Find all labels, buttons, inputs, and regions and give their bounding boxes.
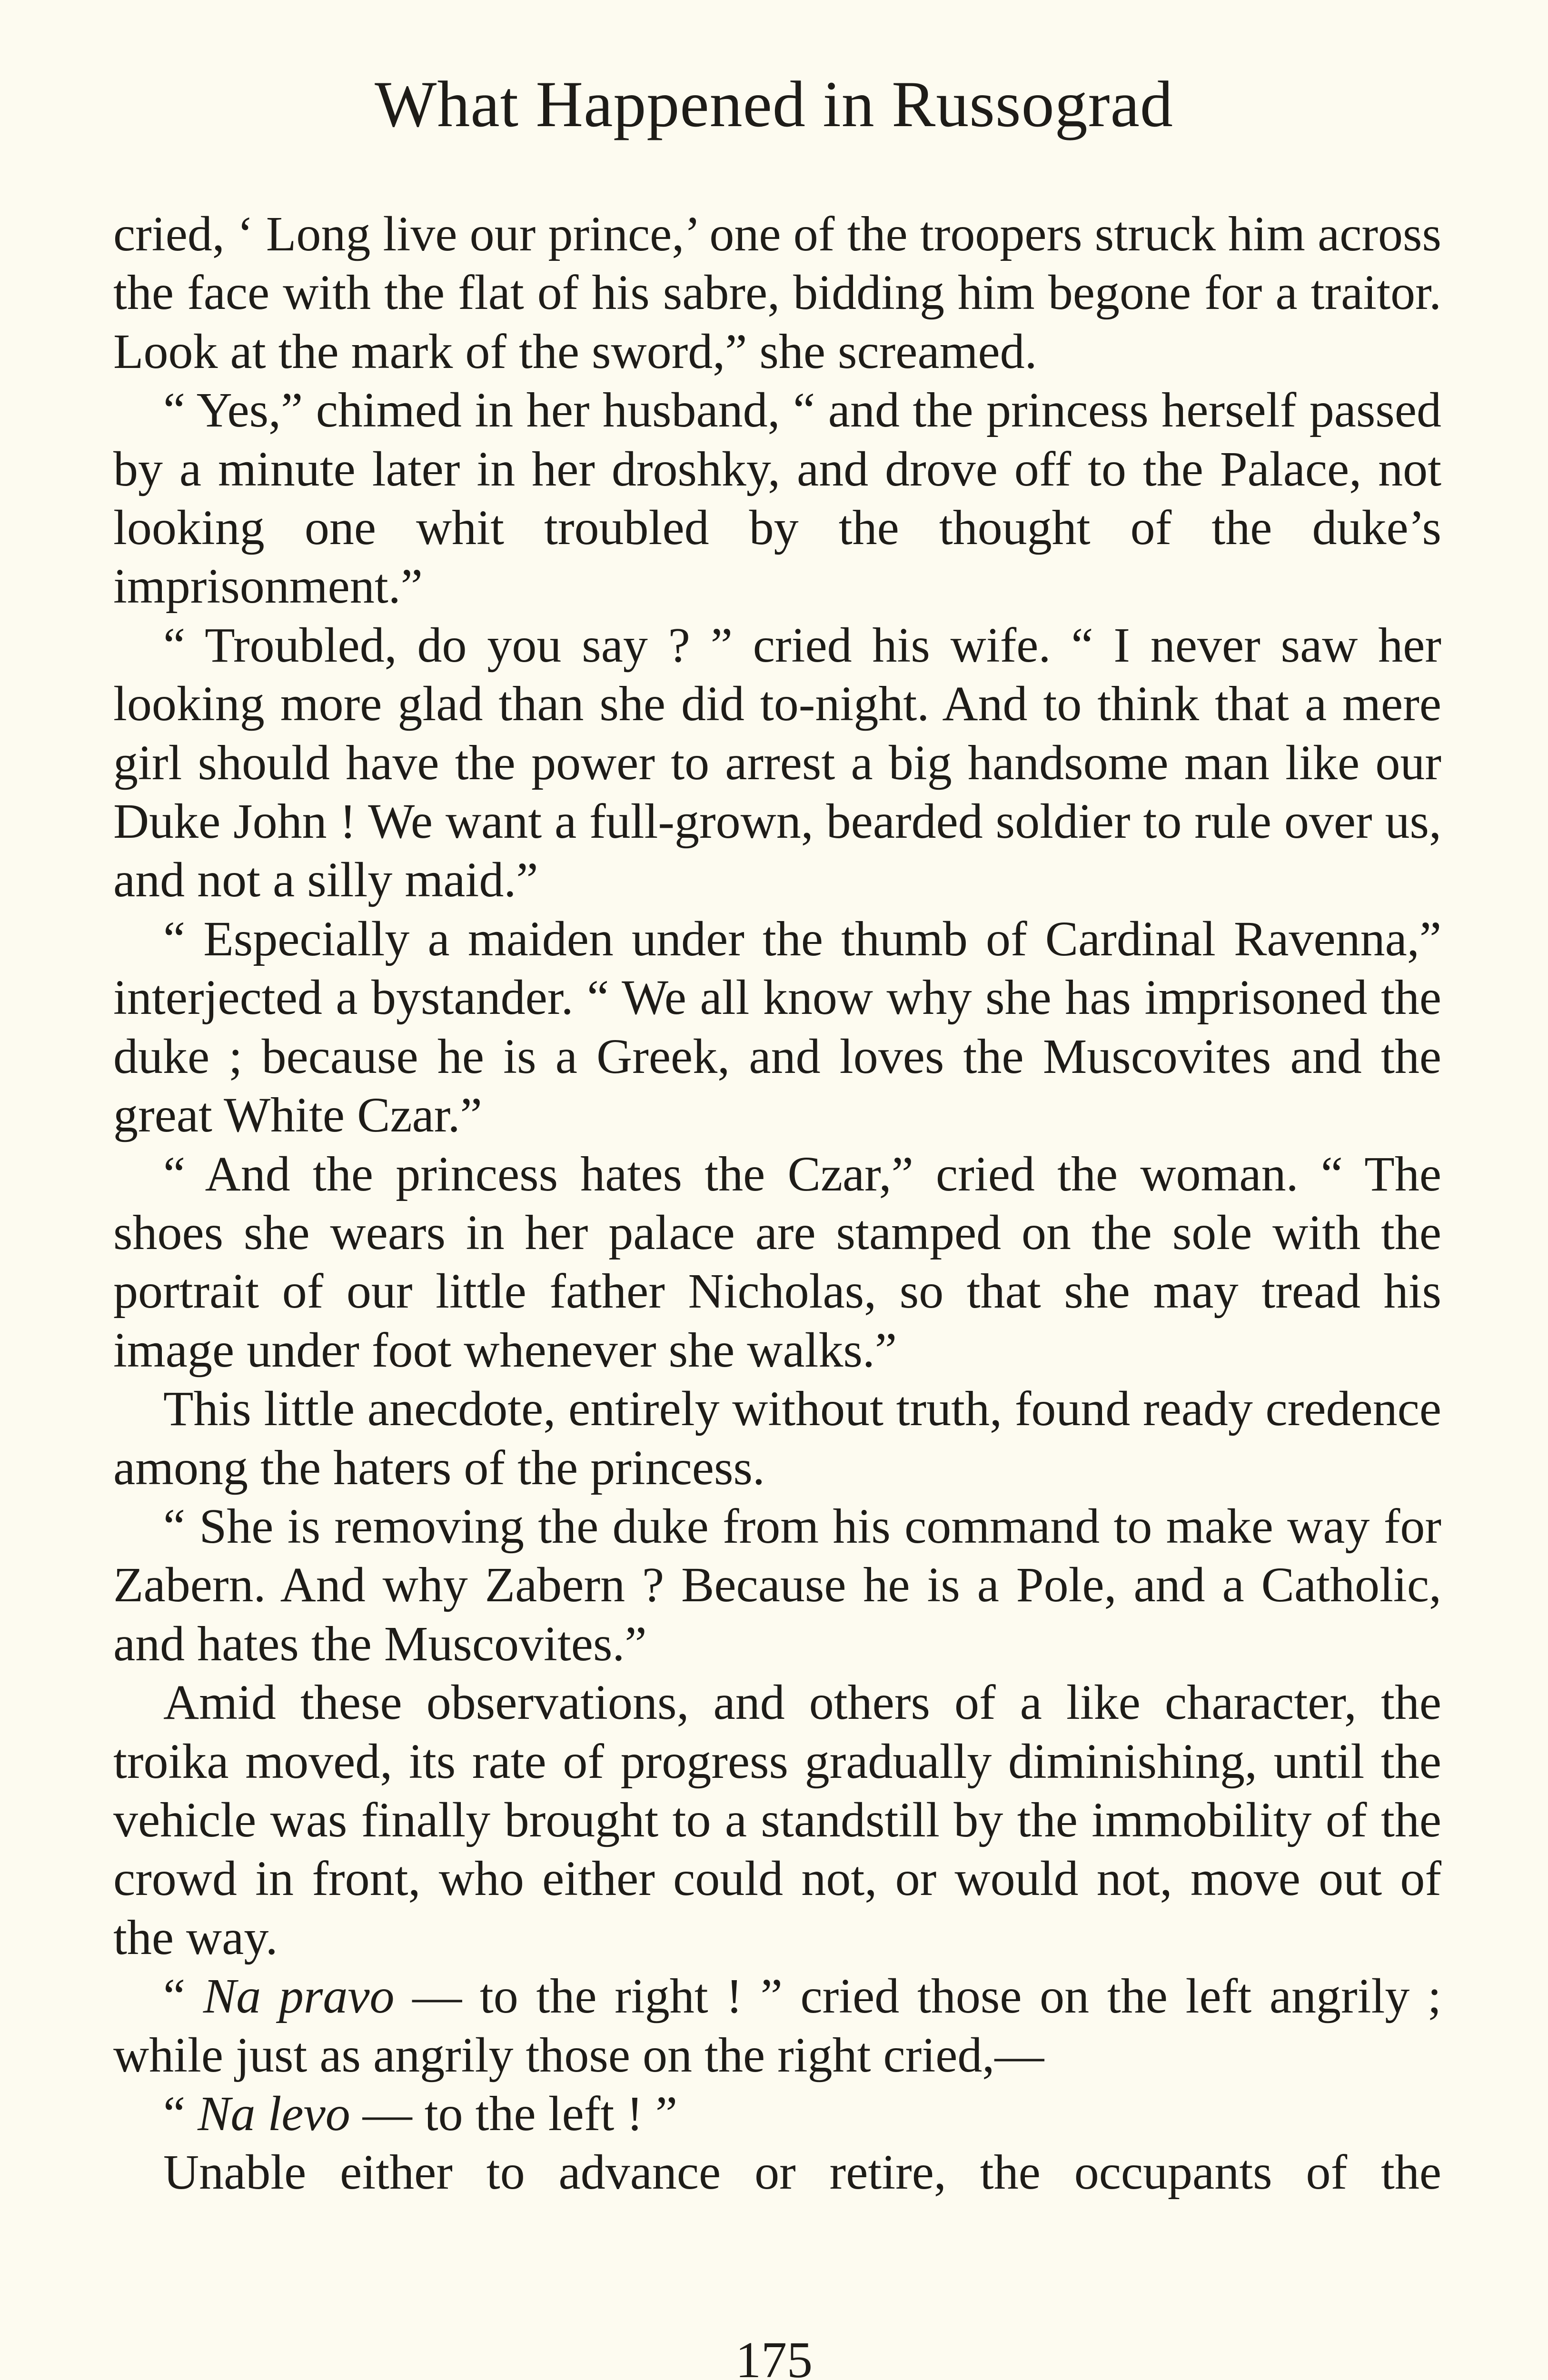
- foreign-phrase-left: Na levo: [198, 2086, 350, 2141]
- running-head-title: What Happened in Russograd: [375, 68, 1173, 140]
- paragraph: “ And the princess hates the Czar,” cried the woman. “ The shoes she wears in her palace are stamped on the sole with the portrait of our little father Nicholas, so that she may tread his image under foot whenever she walks.”: [113, 1146, 1441, 1378]
- foreign-phrase-right: Na pravo: [203, 1969, 395, 2024]
- body-text: [113, 205, 1441, 2202]
- paragraph: “ She is removing the duke from his command to make way for Zabern. And why Zabern ? Because he is a Pole, and a Catholic, and hates the Muscovites.”: [113, 1498, 1441, 1671]
- paragraph: Unable either to advance or retire, the occupants of the: [163, 2145, 1441, 2200]
- paragraph: This little anecdote, entirely without truth, found ready credence among the haters of the princess.: [113, 1381, 1441, 1495]
- paragraph: “ Troubled, do you say ? ” cried his wife. “ I never saw her looking more glad than she did to-night. And to think that a mere girl should have the power to arrest a big handsome man like our Duke John ! We want a full-grown, bearded soldier to rule over us, and not a silly maid.”: [113, 617, 1441, 908]
- paragraph: cried, ‘ Long live our prince,’ one of the troopers struck him across the face with the flat of his sabre, bidding him begone for a traitor. Look at the mark of the sword,” she screamed.: [113, 207, 1441, 379]
- paragraph: Amid these observations, and others of a like character, the troika moved, its rate of progress gradually diminishing, until the vehicle was finally brought to a standstill by the immobility of the crowd in front, who either could not, or would not, move out of the way.: [113, 1675, 1441, 1965]
- open-quote: “: [163, 1969, 203, 2024]
- paragraph: “ Especially a maiden under the thumb of Cardinal Ravenna,” interjected a bystander. “ We all know why she has imprisoned the duke ; because he is a Greek, and loves the Muscovites and the great White Czar.”: [113, 911, 1441, 1143]
- paragraph: [113, 1967, 1441, 2084]
- paragraph-text: — to the left ! ”: [362, 2086, 678, 2141]
- page-number: 175: [735, 2332, 813, 2380]
- open-quote: “: [163, 2086, 198, 2141]
- paragraph-text: — to the right ! ” cried those on the left angrily ; while just as angrily those on the right cried,—: [113, 1969, 1442, 2082]
- paragraph: [113, 2084, 1441, 2143]
- paragraph: “ Yes,” chimed in her husband, “ and the princess herself passed by a minute later in her droshky, and drove off to the Palace, not looking one whit troubled by the thought of the duke’s imprisonment.”: [113, 383, 1441, 614]
